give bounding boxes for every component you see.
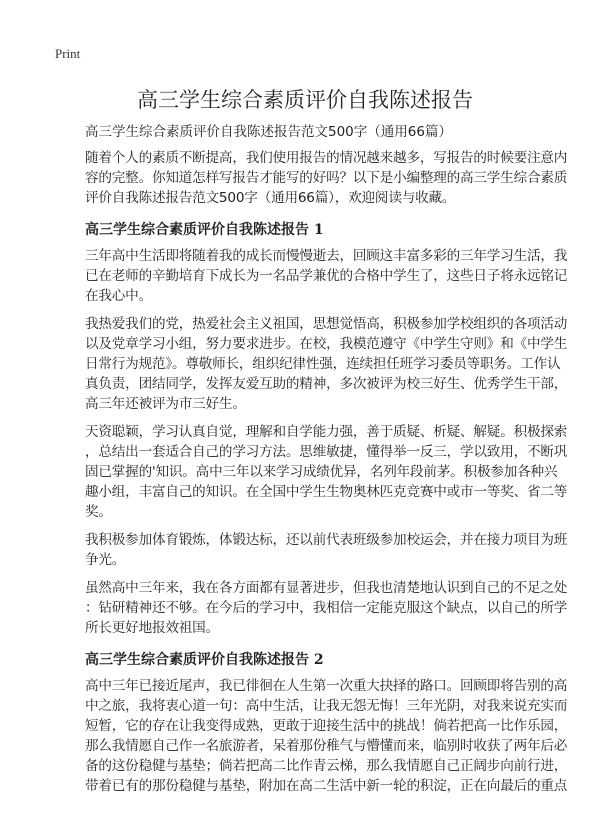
text-line: 已在老师的辛勤培育下成长为一名品学兼优的合格中学生了，这些日子将永远铭记 — [85, 268, 568, 284]
text-line: 高中三年已接近尾声，我已徘徊在人生第一次重大抉择的路口。回顾即将告别的高 — [85, 678, 568, 694]
text-line: 争光。 — [85, 552, 126, 568]
text-line: ：钻研精神还不够。在今后的学习中，我相信一定能克服这个缺点，以自己的所学 — [85, 600, 568, 616]
document-body — [85, 148, 568, 804]
text-line: 我热爱我们的党，热爱社会主义祖国，思想觉悟高，积极参加学校组织的各项活动 — [85, 316, 568, 332]
text-line: 高三年还被评为市三好生。 — [85, 396, 246, 412]
text-line: 以及党章学习小组，努力要求进步。在校，我模范遵守《中学生守则》和《中学生 — [85, 336, 568, 352]
text-line: 奖。 — [85, 504, 112, 520]
text-line: 虽然高中三年来，我在各方面都有显著进步，但我也清楚地认识到自己的不足之处 — [85, 580, 568, 596]
text-line: 日常行为规范》。尊敬师长，组织纪律性强，连续担任班学习委员等职务。工作认 — [85, 356, 561, 372]
print-link[interactable]: Print — [55, 46, 81, 61]
text-line: 我积极参加体育锻炼，体锻达标，还以前代表班级参加校运会，并在接力项目为班 — [85, 532, 568, 548]
section-heading: 高三学生综合素质评价自我陈述报告 1 — [85, 222, 324, 238]
subtitle: 高三学生综合素质评价自我陈述报告范文500字（通用66篇） — [85, 124, 452, 140]
section-heading: 高三学生综合素质评价自我陈述报告 2 — [85, 652, 324, 668]
text-line: 中之旅，我将衷心道一句：高中生活，让我无怨无悔！三年光阴，对我来说充实而 — [85, 698, 568, 714]
paragraph — [85, 676, 568, 796]
text-line: 容的完整。你知道怎样写报告才能写的好吗？以下是小编整理的高三学生综合素质 — [85, 170, 568, 186]
text-line: ，总结出一套适合自己的学习方法。思维敏捷，懂得举一反三，学以致用，不断巩 — [85, 444, 568, 460]
text-line: 趣小组，丰富自己的知识。在全国中学生生物奥林匹克竞赛中或市一等奖、省二等 — [85, 484, 568, 500]
text-line: 三年高中生活即将随着我的成长而慢慢逝去，回顾这丰富多彩的三年学习生活，我 — [85, 248, 568, 264]
text-line: 所长更好地报效祖国。 — [85, 620, 219, 636]
paragraph — [85, 246, 568, 306]
text-line: 真负责，团结同学，发挥友爱互助的精神，多次被评为校三好生、优秀学生干部， — [85, 376, 568, 392]
paragraph — [85, 148, 568, 208]
text-line: 在我心中。 — [85, 288, 152, 304]
text-line: 随着个人的素质不断提高，我们使用报告的情况越来越多，写报告的时候要注意内 — [85, 150, 568, 166]
text-line: 固已掌握的'知识。高中三年以来学习成绩优异，名列年段前茅。积极参加各种兴 — [85, 464, 558, 480]
paragraph — [85, 422, 568, 522]
paragraph — [85, 530, 568, 570]
paragraph — [85, 314, 568, 414]
text-line: 带着已有的那份稳健与基垫，附加在高二生活中新一轮的积淀，正在向最后的重点 — [85, 778, 568, 794]
text-line: 天资聪颖，学习认真自觉，理解和自学能力强，善于质疑、析疑、解疑。积极探索 — [85, 424, 568, 440]
page-title: 高三学生综合素质评价自我陈述报告 — [137, 88, 473, 112]
text-line: 那么我情愿自己作一名旅游者，呆着那份稚气与懵懂而来，临别时收获了两年后必 — [85, 738, 568, 754]
text-line: 评价自我陈述报告范文500字（通用66篇），欢迎阅读与收藏。 — [85, 190, 456, 206]
paragraph — [85, 578, 568, 638]
text-line: 备的这份稳健与基垫；倘若把高二比作青云梯，那么我情愿自己正阔步向前行进， — [85, 758, 568, 774]
text-line: 短暂，它的存在让我变得成熟，更敢于迎接生活中的挑战！倘若把高一比作乐园， — [85, 718, 568, 734]
